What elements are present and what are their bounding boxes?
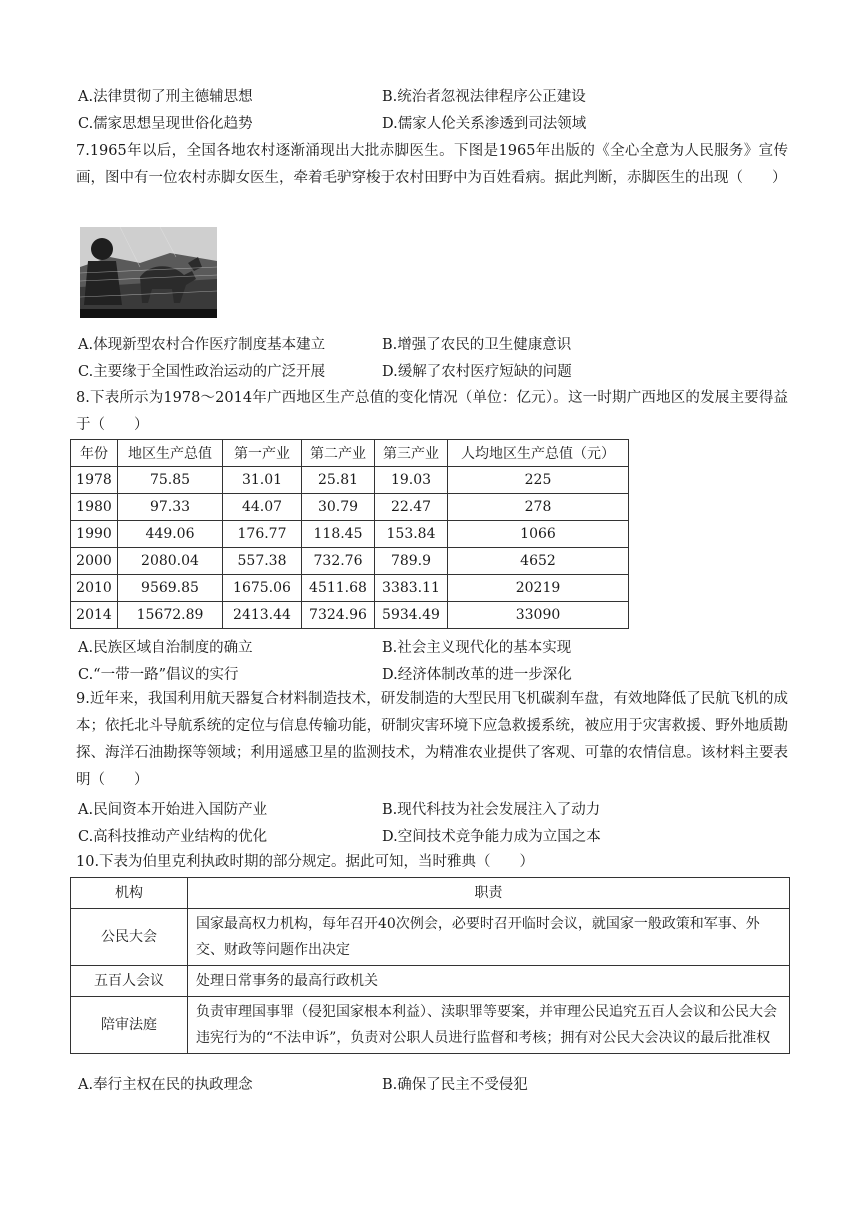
q8-option-a: A.民族区域自治制度的确立 xyxy=(78,640,253,656)
institution-duty: 处理日常事务的最高行政机关 xyxy=(188,966,790,997)
table-cell: 2010 xyxy=(71,575,118,602)
q7-option-d: D.缓解了农村医疗短缺的问题 xyxy=(382,364,572,380)
propaganda-poster-image xyxy=(80,227,217,318)
q10-option-b: B.确保了民主不受侵犯 xyxy=(382,1077,528,1093)
gdp-col-primary: 第一产业 xyxy=(223,440,302,467)
table-cell: 2413.44 xyxy=(223,602,302,629)
q8-option-b: B.社会主义现代化的基本实现 xyxy=(382,640,572,656)
table-cell: 449.06 xyxy=(118,521,223,548)
table-cell: 20219 xyxy=(448,575,629,602)
table-cell: 1980 xyxy=(71,494,118,521)
table-row xyxy=(71,575,629,602)
table-row xyxy=(71,467,629,494)
table-cell: 30.79 xyxy=(302,494,375,521)
gdp-table xyxy=(70,439,629,629)
table-cell: 557.38 xyxy=(223,548,302,575)
q9-option-a: A.民间资本开始进入国防产业 xyxy=(78,802,268,818)
gdp-col-secondary: 第二产业 xyxy=(302,440,375,467)
table-cell: 9569.85 xyxy=(118,575,223,602)
table-row xyxy=(71,602,629,629)
table-cell: 44.07 xyxy=(223,494,302,521)
institution-duty: 国家最高权力机构，每年召开40次例会，必要时召开临时会议，就国家一般政策和军事、外交、财政等问题作出决定 xyxy=(188,909,790,966)
q9-option-b: B.现代科技为社会发展注入了动力 xyxy=(382,802,601,818)
table-cell: 2014 xyxy=(71,602,118,629)
athens-institution-table xyxy=(70,877,790,1054)
table-cell: 225 xyxy=(448,467,629,494)
gdp-col-year: 年份 xyxy=(71,440,118,467)
q6-option-b: B.统治者忽视法律程序公正建设 xyxy=(382,89,586,105)
table-cell: 789.9 xyxy=(375,548,448,575)
table-cell: 1990 xyxy=(71,521,118,548)
table-row xyxy=(71,521,629,548)
q8-option-c: C.“一带一路”倡议的实行 xyxy=(78,667,239,683)
gdp-col-total: 地区生产总值 xyxy=(118,440,223,467)
q9-option-d: D.空间技术竞争能力成为立国之本 xyxy=(382,829,601,845)
q7-option-a: A.体现新型农村合作医疗制度基本建立 xyxy=(78,337,326,353)
table-cell: 97.33 xyxy=(118,494,223,521)
table-cell: 1066 xyxy=(448,521,629,548)
table-cell: 25.81 xyxy=(302,467,375,494)
q6-option-c: C.儒家思想呈现世俗化趋势 xyxy=(78,116,253,132)
q9-stem: 9.近年来，我国利用航天器复合材料制造技术，研发制造的大型民用飞机碳刹车盘，有效地降低了民航飞机的成本；依托北斗导航系统的定位与信息传输功能，研制灾害环境下应急救援系统，被应用于灾害救援、野外地质勘探、海洋石油勘探等领域；利用遥感卫星的监测技术，为精准农业提供了客观、可靠的农情信息。该材料主要表明（ ） xyxy=(76,691,788,788)
table-cell: 118.45 xyxy=(302,521,375,548)
duty-col-institution: 机构 xyxy=(71,878,188,909)
table-cell: 33090 xyxy=(448,602,629,629)
q7-option-c: C.主要缘于全国性政治运动的广泛开展 xyxy=(78,364,326,380)
gdp-col-per-capita: 人均地区生产总值（元） xyxy=(448,440,629,467)
table-cell: 4652 xyxy=(448,548,629,575)
q10-option-a: A.奉行主权在民的执政理念 xyxy=(78,1077,253,1093)
q7-option-b: B.增强了农民的卫生健康意识 xyxy=(382,337,572,353)
table-cell: 278 xyxy=(448,494,629,521)
table-row xyxy=(71,997,790,1054)
table-cell: 176.77 xyxy=(223,521,302,548)
institution-name: 陪审法庭 xyxy=(71,997,188,1054)
q7-stem: 7.1965年以后，全国各地农村逐渐涌现出大批赤脚医生。下图是1965年出版的《全心全意为人民服务》宣传画，图中有一位农村赤脚女医生，牵着毛驴穿梭于农村田野中为百姓看病。据此判断，赤脚医生的出现（ ） xyxy=(76,143,788,186)
gdp-col-tertiary: 第三产业 xyxy=(375,440,448,467)
table-cell: 732.76 xyxy=(302,548,375,575)
table-row xyxy=(71,548,629,575)
institution-duty: 负责审理国事罪（侵犯国家根本利益）、渎职罪等要案，并审理公民追究五百人会议和公民大会违宪行为的“不法申诉”，负责对公职人员进行监督和考核；拥有对公民大会决议的最后批准权 xyxy=(188,997,790,1054)
table-cell: 22.47 xyxy=(375,494,448,521)
table-cell: 31.01 xyxy=(223,467,302,494)
duty-col-responsibility: 职责 xyxy=(188,878,790,909)
table-cell: 1978 xyxy=(71,467,118,494)
q10-stem: 10.下表为伯里克利执政时期的部分规定。据此可知，当时雅典（ ） xyxy=(76,854,535,870)
table-cell: 5934.49 xyxy=(375,602,448,629)
table-cell: 3383.11 xyxy=(375,575,448,602)
gdp-table-header-row xyxy=(71,440,629,467)
q8-stem: 8.下表所示为1978～2014年广西地区生产总值的变化情况（单位：亿元）。这一时期广西地区的发展主要得益于（ ） xyxy=(76,390,788,433)
table-cell: 75.85 xyxy=(118,467,223,494)
table-cell: 19.03 xyxy=(375,467,448,494)
table-row xyxy=(71,966,790,997)
table-cell: 2000 xyxy=(71,548,118,575)
table-row xyxy=(71,494,629,521)
table-row xyxy=(71,909,790,966)
q6-option-d: D.儒家人伦关系渗透到司法领域 xyxy=(382,116,587,132)
institution-name: 五百人会议 xyxy=(71,966,188,997)
table-cell: 4511.68 xyxy=(302,575,375,602)
q6-option-a: A.法律贯彻了刑主德辅思想 xyxy=(78,89,253,105)
table-cell: 15672.89 xyxy=(118,602,223,629)
q9-option-c: C.高科技推动产业结构的优化 xyxy=(78,829,268,845)
institution-name: 公民大会 xyxy=(71,909,188,966)
duty-table-header-row xyxy=(71,878,790,909)
q8-option-d: D.经济体制改革的进一步深化 xyxy=(382,667,572,683)
table-cell: 153.84 xyxy=(375,521,448,548)
table-cell: 2080.04 xyxy=(118,548,223,575)
table-cell: 1675.06 xyxy=(223,575,302,602)
table-cell: 7324.96 xyxy=(302,602,375,629)
